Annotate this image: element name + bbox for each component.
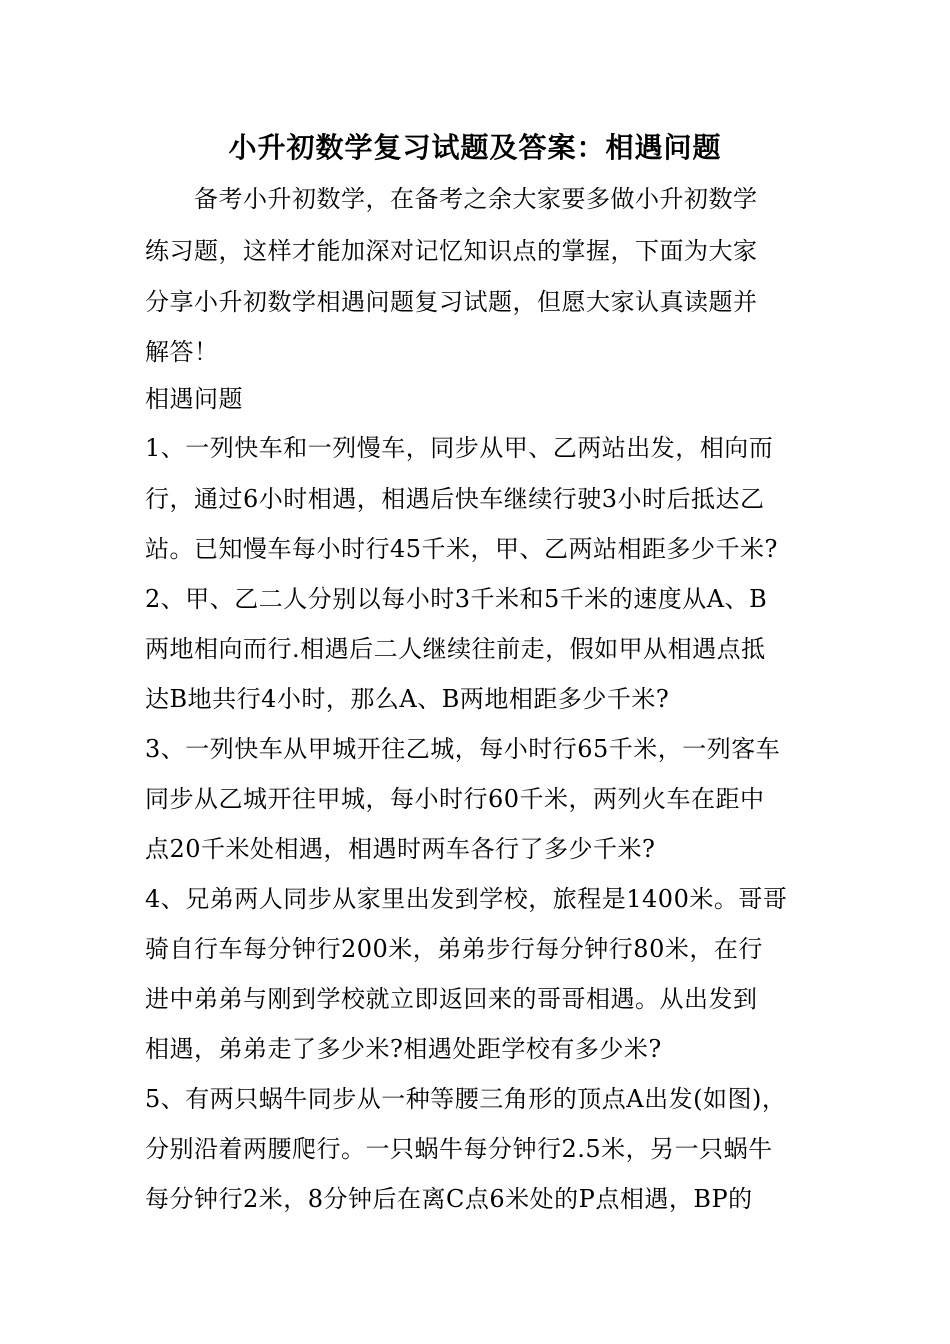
question-5-line-1: 5、有两只蜗牛同步从一种等腰三角形的顶点A出发(如图)， [145,1085,787,1113]
question-5-line-2: 分别沿着两腰爬行。一只蜗牛每分钟行2.5米，另一只蜗牛 [145,1135,773,1163]
question-4-line-2: 骑自行车每分钟行200米，弟弟步行每分钟行80米，在行 [145,935,763,963]
question-3-line-3: 点20千米处相遇，相遇时两车各行了多少千米? [145,835,656,863]
question-3-line-1: 3、一列快车从甲城开往乙城，每小时行65千米，一列客车 [145,735,781,763]
question-1-line-2: 行，通过6小时相遇，相遇后快车继续行驶3小时后抵达乙 [145,485,765,513]
intro-paragraph-line-3: 分享小升初数学相遇问题复习试题，但愿大家认真读题并 [145,288,758,316]
question-4-line-4: 相遇，弟弟走了多少米?相遇处距学校有多少米? [145,1035,662,1063]
question-4-line-3: 进中弟弟与刚到学校就立即返回来的哥哥相遇。从出发到 [145,985,758,1013]
question-2-line-2: 两地相向而行.相遇后二人继续往前走，假如甲从相遇点抵 [145,635,766,663]
question-4-line-1: 4、兄弟两人同步从家里出发到学校，旅程是1400米。哥哥 [145,885,788,913]
question-2-line-3: 达B地共行4小时，那么A、B两地相距多少千米? [145,685,670,713]
question-1-line-1: 1、一列快车和一列慢车，同步从甲、乙两站出发，相向而 [145,434,774,462]
intro-paragraph-line-2: 练习题，这样才能加深对记忆知识点的掌握，下面为大家 [145,237,758,265]
question-3-line-2: 同步从乙城开往甲城，每小时行60千米，两列火车在距中 [145,785,765,813]
intro-paragraph-line-1: 备考小升初数学，在备考之余大家要多做小升初数学 [194,185,758,213]
question-2-line-1: 2、甲、乙二人分别以每小时3千米和5千米的速度从A、B [145,585,768,613]
document-title: 小升初数学复习试题及答案：相遇问题 [228,131,722,164]
question-5-line-3: 每分钟行2米，8分钟后在离C点6米处的P点相遇，BP的 [145,1185,753,1213]
intro-paragraph-line-4: 解答！ [145,338,219,366]
question-1-line-3: 站。已知慢车每小时行45千米，甲、乙两站相距多少千米? [145,535,778,563]
section-heading: 相遇问题 [145,385,243,413]
